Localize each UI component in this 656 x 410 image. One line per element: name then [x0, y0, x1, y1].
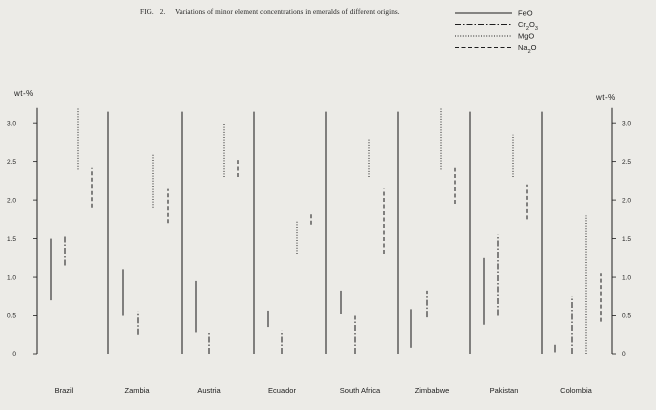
legend-label-cr2o3: $Cr_2O_3$	[518, 20, 538, 32]
y-tick-label-right: 2.5	[622, 158, 632, 166]
y-tick-label-right: 2.0	[622, 197, 632, 205]
legend-label-na2o: $Na_2O$	[518, 43, 537, 55]
category-label-ecuador: Ecuador	[268, 386, 296, 395]
y-tick-label-right: 0.5	[622, 312, 632, 320]
category-label-south-africa: South Africa	[339, 386, 381, 395]
caption-text: Variations of minor element concentrations in emeralds of different origins.	[175, 8, 400, 16]
category-label-brazil: Brazil	[54, 386, 74, 395]
category-label-pakistan: Pakistan	[489, 386, 519, 395]
y-tick-label-left: 1.0	[6, 274, 16, 282]
y-tick-label-right: 3.0	[622, 120, 632, 128]
axes-group	[7, 89, 631, 395]
category-label-zimbabwe: Zimbabwe	[414, 386, 450, 395]
caption-label: FIG.	[140, 8, 154, 16]
caption-number: 2.	[159, 8, 166, 16]
y-axis-title-left: wt-%	[14, 89, 34, 98]
y-tick-label-left: 0.5	[6, 312, 16, 320]
legend-label-mgo: MgO	[518, 31, 535, 41]
y-tick-label-left: 0	[12, 351, 16, 359]
legend-label-feo: FeO	[518, 8, 533, 18]
y-tick-label-left: 2.5	[6, 158, 16, 166]
range-marks-group	[51, 108, 601, 354]
legend	[455, 9, 538, 56]
category-label-zambia: Zambia	[124, 386, 150, 395]
y-tick-label-right: 1.0	[622, 274, 632, 282]
y-tick-label-left: 3.0	[6, 120, 16, 128]
y-tick-label-right: 0	[622, 351, 626, 359]
category-label-colombia: Colombia	[560, 386, 592, 395]
y-tick-label-left: 2.0	[6, 197, 16, 205]
y-tick-label-right: 1.5	[622, 235, 632, 243]
y-tick-label-left: 1.5	[6, 235, 16, 243]
category-label-austria: Austria	[197, 386, 221, 395]
y-axis-title-right: wt-%	[596, 93, 616, 102]
